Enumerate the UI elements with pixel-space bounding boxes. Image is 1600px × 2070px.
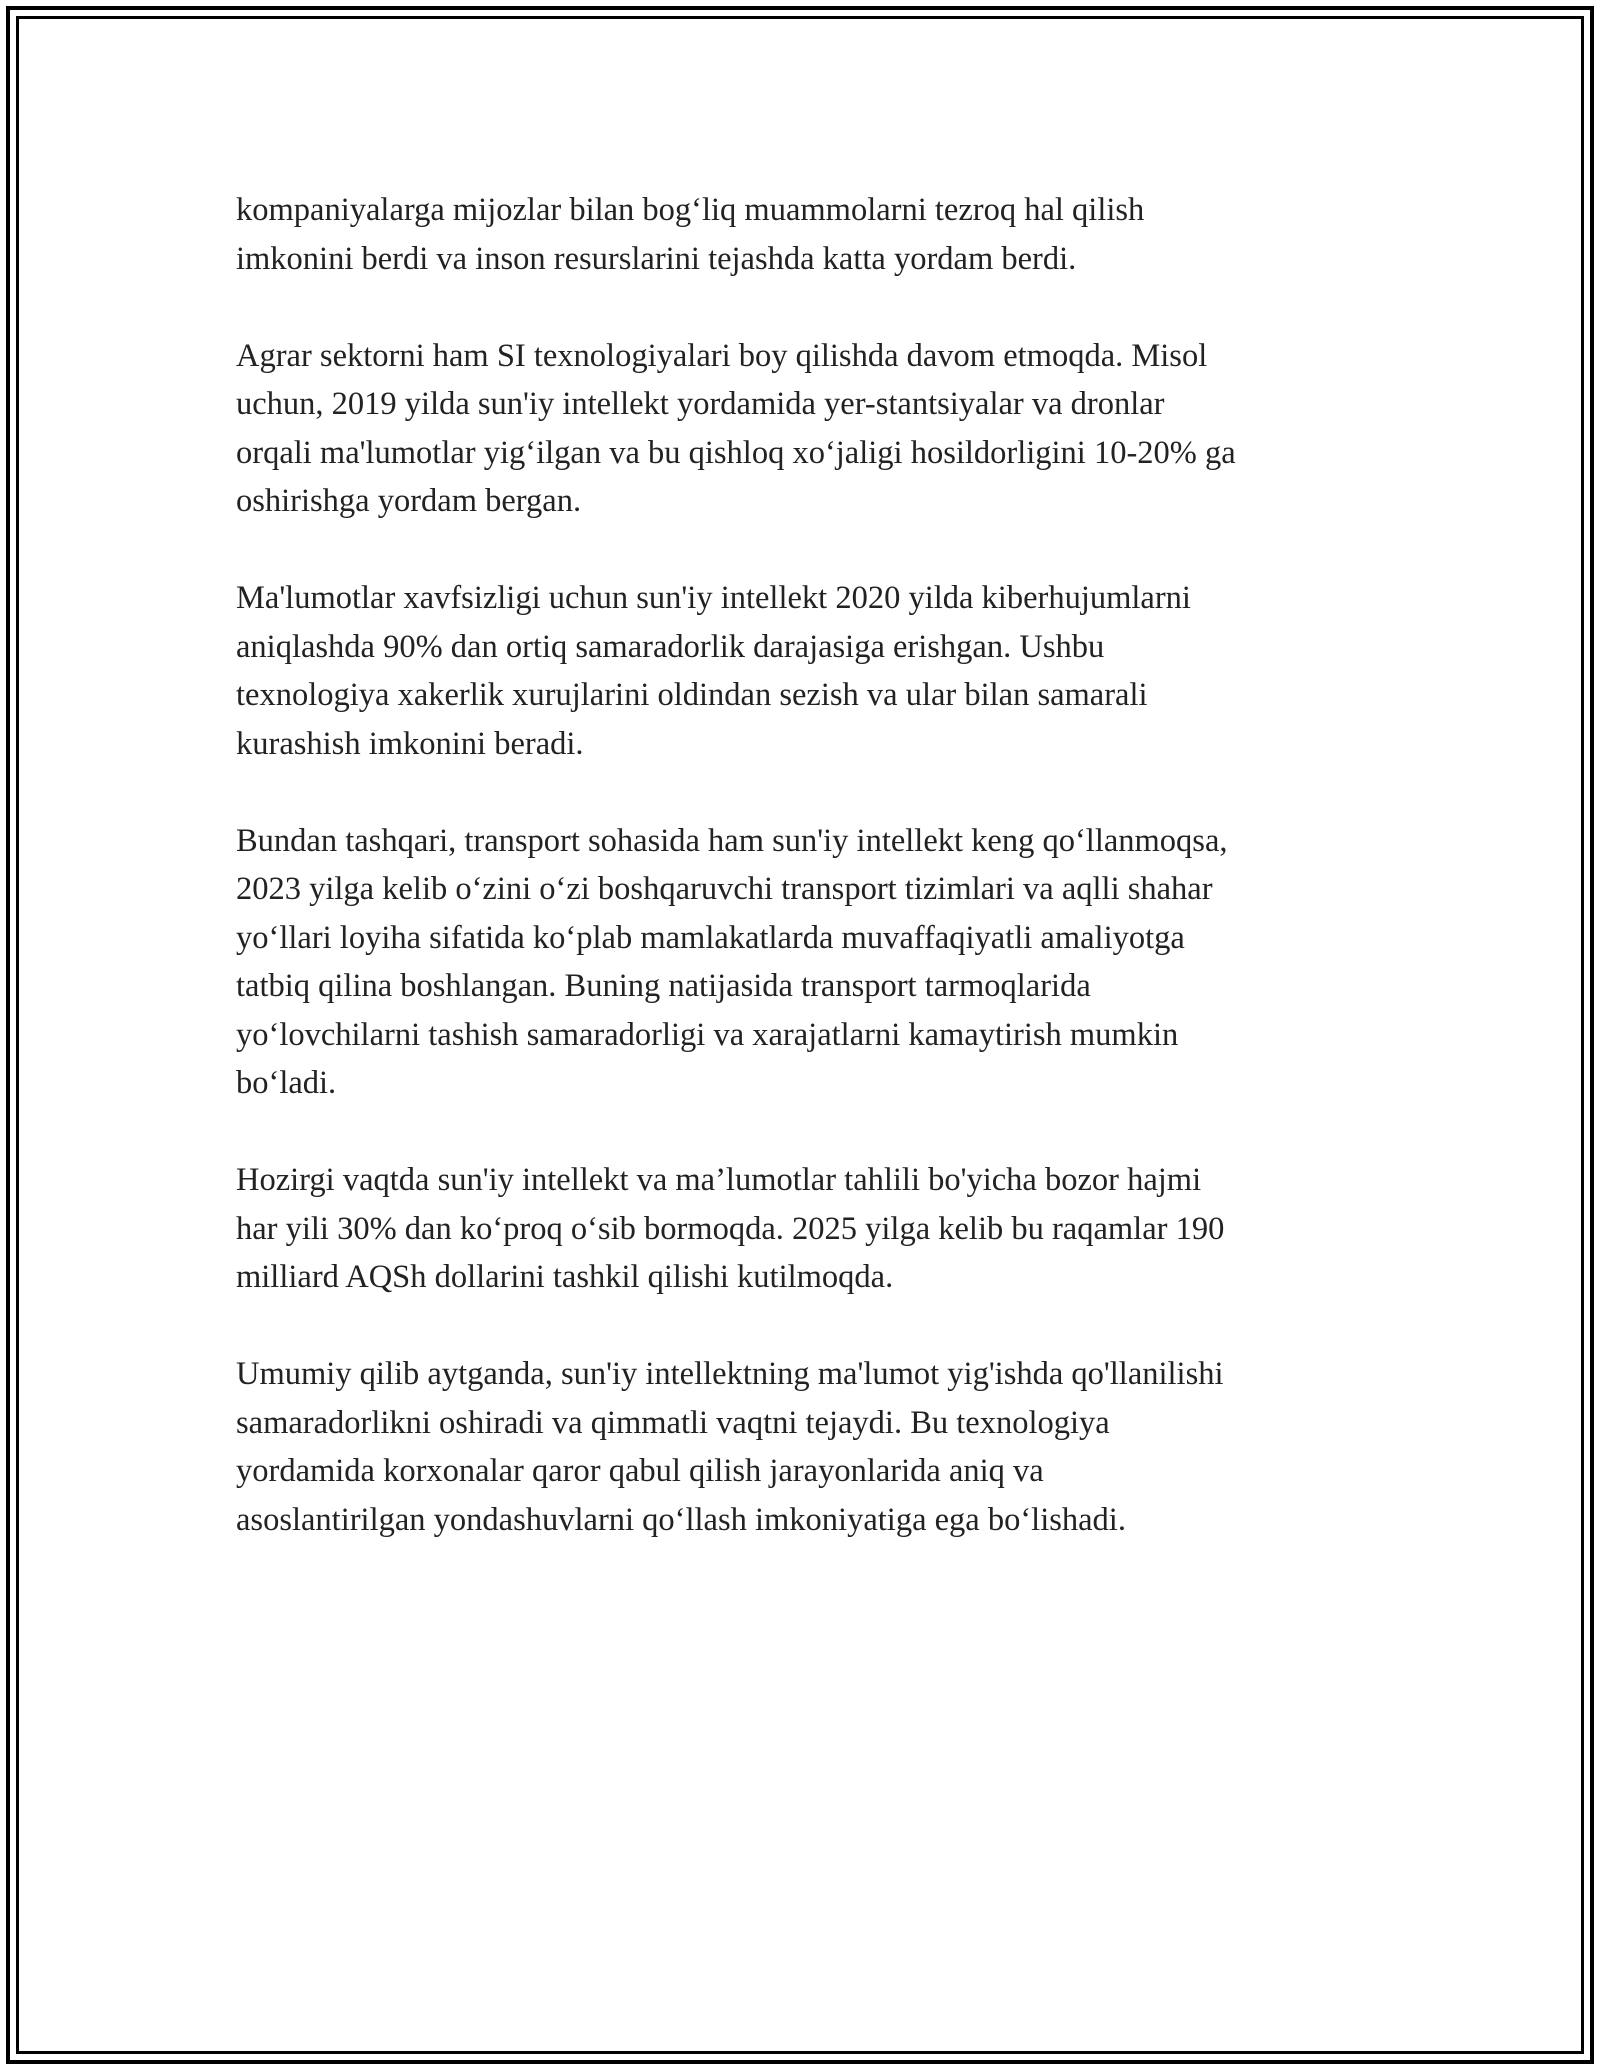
paragraph-1: kompaniyalarga mijozlar bilan bog‘liq muammolarni tezroq hal qilish imkonini berdi va inson resurslarini tejashda katta yordam berdi. [236,192,1145,277]
paragraph-3: Ma'lumotlar xavfsizligi uchun sun'iy intellekt 2020 yilda kiberhujumlarni aniqlashda 90% dan ortiq samaradorlik darajasiga erishgan. Ushbu texnologiya xakerlik xurujlarini oldindan sezish va ular bilan samarali kurashish imkonini beradi. [236,580,1191,762]
paragraph-6: Umumiy qilib aytganda, sun'iy intellektning ma'lumot yig'ishda qo'llanilishi samaradorlikni oshiradi va qimmatli vaqtni tejaydi. Bu texnologiya yordamida korxonalar qaror qabul qilish jarayonlarida aniq va asoslantirilgan yondashuvlarni qo‘llash imkoniyatiga ega bo‘lishadi. [236,1356,1224,1538]
paragraph-2: Agrar sektorni ham SI texnologiyalari boy qilishda davom etmoqda. Misol uchun, 2019 yilda sun'iy intellekt yordamida yer-stantsiyalar va dronlar orqali ma'lumotlar yig‘ilgan va bu qishloq xo‘jaligi hosildorligini 10-20% ga oshirishga yordam bergan. [236,337,1236,519]
document-body [236,186,1386,1544]
paragraph-5: Hozirgi vaqtda sun'iy intellekt va ma’lumotlar tahlili bo'yicha bozor hajmi har yili 30% dan ko‘proq o‘sib bormoqda. 2025 yilga kelib bu raqamlar 190 milliard AQSh dollarini tashkil qilishi kutilmoqda. [236,1162,1225,1295]
paragraph-4: Bundan tashqari, transport sohasida ham sun'iy intellekt keng qo‘llanmoqsa, 2023 yilga kelib o‘zini o‘zi boshqaruvchi transport tizimlari va aqlli shahar yo‘llari loyiha sifatida ko‘plab mamlakatlarda muvaffaqiyatli amaliyotga tatbiq qilina boshlangan. Buning natijasida transport tarmoqlarida yo‘lovchilarni tashish samaradorligi va xarajatlarni kamaytirish mumkin bo‘ladi. [236,822,1228,1101]
